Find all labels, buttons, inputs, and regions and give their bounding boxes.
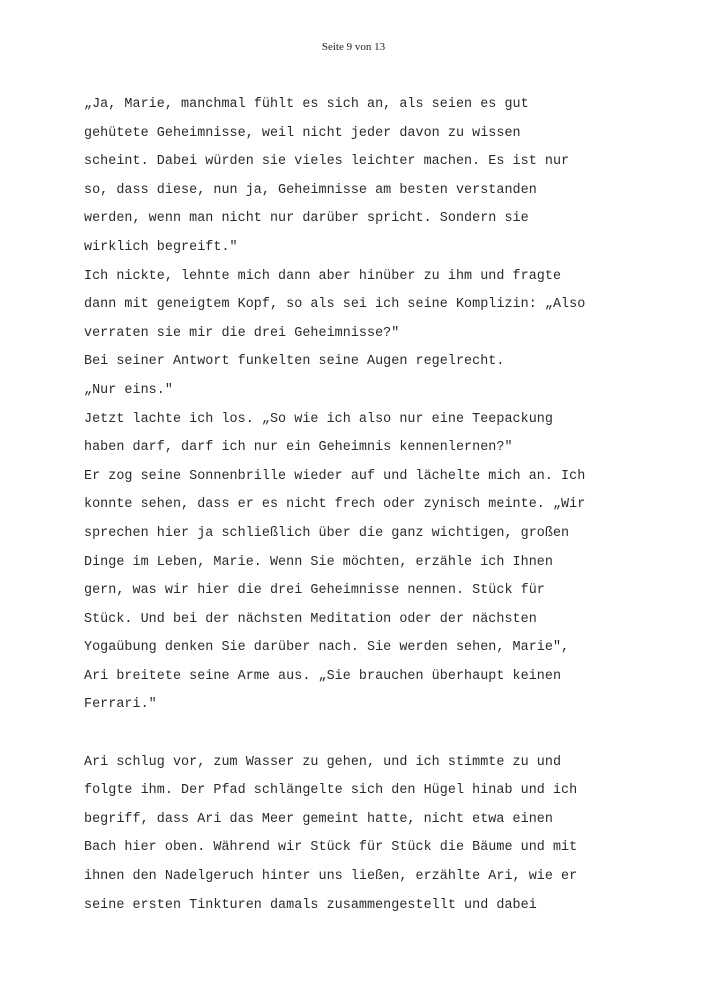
text-line: haben darf, darf ich nur ein Geheimnis kennenlernen?" bbox=[84, 440, 513, 456]
page-number-header: Seite 9 von 13 bbox=[321, 41, 386, 53]
document-body bbox=[84, 91, 644, 920]
paragraph-spacer bbox=[84, 720, 644, 749]
text-line: Jetzt lachte ich los. „So wie ich also nur eine Teepackung bbox=[84, 411, 553, 427]
text-line: dann mit geneigtem Kopf, so als sei ich seine Komplizin: „Also bbox=[84, 297, 586, 313]
text-line: Bach hier oben. Während wir Stück für Stück die Bäume und mit bbox=[84, 840, 578, 856]
text-line: begriff, dass Ari das Meer gemeint hatte, nicht etwa einen bbox=[84, 811, 553, 827]
text-line: werden, wenn man nicht nur darüber spricht. Sondern sie bbox=[84, 211, 529, 227]
text-line: Ari schlug vor, zum Wasser zu gehen, und ich stimmte zu und bbox=[84, 754, 562, 770]
text-line: konnte sehen, dass er es nicht frech oder zynisch meinte. „Wir bbox=[84, 497, 586, 513]
text-line: „Nur eins." bbox=[84, 382, 173, 398]
text-line: Stück. Und bei der nächsten Meditation oder der nächsten bbox=[84, 611, 537, 627]
text-line: Bei seiner Antwort funkelten seine Augen regelrecht. bbox=[84, 354, 505, 370]
text-line: Ferrari." bbox=[84, 697, 157, 713]
text-line: scheint. Dabei würden sie vieles leichter machen. Es ist nur bbox=[84, 154, 570, 170]
text-line: Er zog seine Sonnenbrille wieder auf und lächelte mich an. Ich bbox=[84, 468, 586, 484]
paragraph bbox=[84, 91, 644, 720]
text-line: folgte ihm. Der Pfad schlängelte sich den Hügel hinab und ich bbox=[84, 783, 578, 799]
text-line: verraten sie mir die drei Geheimnisse?" bbox=[84, 325, 400, 341]
text-line: so, dass diese, nun ja, Geheimnisse am besten verstanden bbox=[84, 182, 537, 198]
text-line: Ich nickte, lehnte mich dann aber hinüber zu ihm und fragte bbox=[84, 268, 562, 284]
text-line: ihnen den Nadelgeruch hinter uns ließen, erzählte Ari, wie er bbox=[84, 869, 578, 885]
text-line: Dinge im Leben, Marie. Wenn Sie möchten, erzähle ich Ihnen bbox=[84, 554, 553, 570]
text-line: „Ja, Marie, manchmal fühlt es sich an, als seien es gut bbox=[84, 97, 529, 112]
text-line: Yogaübung denken Sie darüber nach. Sie werden sehen, Marie", bbox=[84, 640, 570, 656]
text-line: wirklich begreift." bbox=[84, 239, 238, 255]
text-line: seine ersten Tinkturen damals zusammengestellt und dabei bbox=[84, 897, 537, 913]
text-line: gern, was wir hier die drei Geheimnisse nennen. Stück für bbox=[84, 583, 545, 599]
text-line: Ari breitete seine Arme aus. „Sie brauchen überhaupt keinen bbox=[84, 668, 562, 684]
text-line: gehütete Geheimnisse, weil nicht jeder davon zu wissen bbox=[84, 125, 521, 141]
paragraph bbox=[84, 749, 644, 921]
text-line: sprechen hier ja schließlich über die ganz wichtigen, großen bbox=[84, 525, 570, 541]
